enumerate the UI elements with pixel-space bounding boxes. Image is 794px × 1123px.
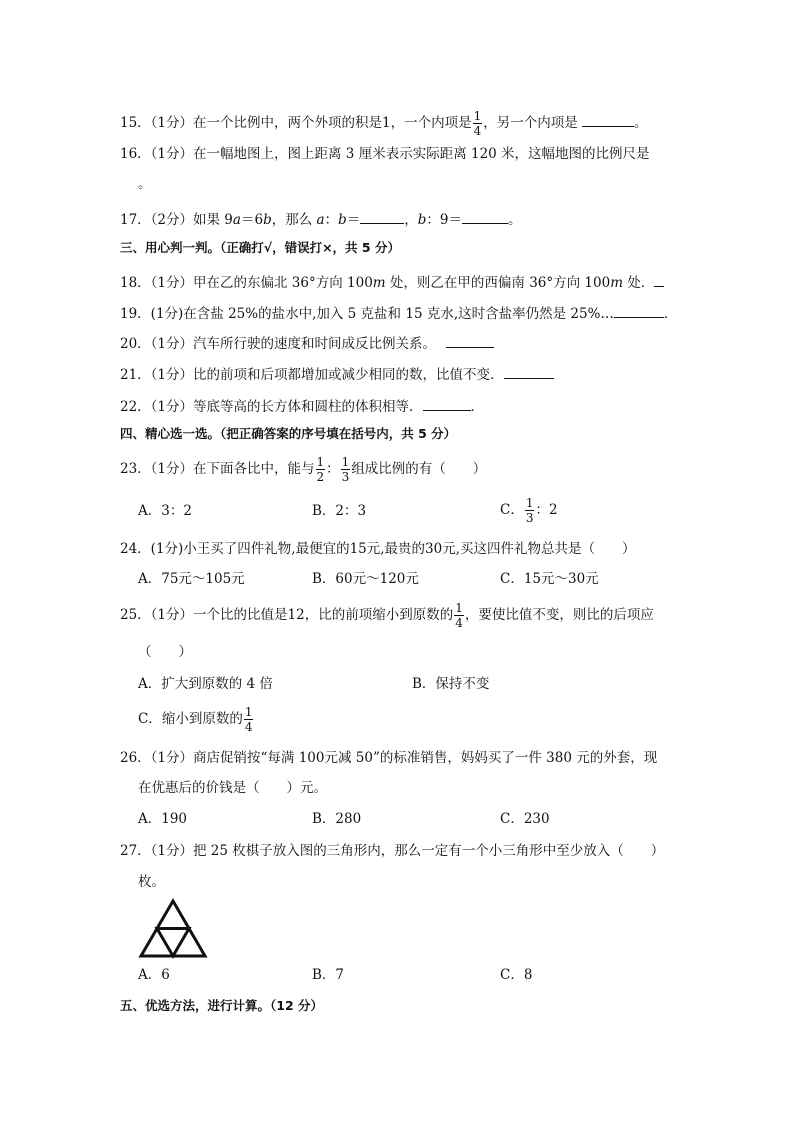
q15-end: 。 [634,115,648,131]
option-label: C． [500,502,524,518]
q17-text: ＝ [346,212,361,228]
q23-fraction-1 [316,456,326,483]
var-b: b [263,212,272,228]
triangle-figure [138,898,208,960]
q18-text: 18．（1分）甲在乙的东偏北 36°方向 100 [120,275,373,291]
q26-option-b[interactable]: B．280 [312,811,362,827]
question-16: 16．（1分）在一幅地图上，图上距离 3 厘米表示实际距离 120 米，这幅地图的比例尺是 [120,146,650,162]
question-15 [120,110,648,137]
fraction-denominator: 4 [455,616,463,630]
fraction-denominator: 2 [316,470,325,484]
section-3-title: 三、用心判一判。（正确打√，错误打×，共 5 分） [120,240,400,255]
answer-blank[interactable] [654,274,664,287]
ratio-colon: ： [326,461,340,477]
fraction-numerator: 1 [244,705,253,719]
q25-fraction [454,602,464,629]
q25-text: ，要使比值不变，则比的后项应 [464,607,654,623]
question-19 [120,305,677,322]
fraction-denominator: 4 [244,720,253,734]
q17-text: 17．（2分）如果 9 [120,212,233,228]
var-b: b [417,212,427,228]
fraction-numerator: 1 [316,455,325,469]
answer-blank[interactable] [446,335,494,348]
question-16-line2: 。 [138,176,152,192]
question-25 [120,602,654,629]
answer-blank[interactable] [423,398,471,411]
q27-option-b[interactable]: B．7 [312,967,345,983]
fraction-numerator: 1 [525,496,534,510]
option-text: ：2 [535,502,558,518]
answer-blank[interactable] [582,114,634,127]
q17-text: ＝6 [240,212,264,228]
unit-m: m [372,275,386,291]
question-20 [120,335,494,352]
unit-m: m [610,275,623,291]
q26-option-a[interactable]: A．190 [138,811,188,827]
question-26: 26．（1分）商店促销按“每满 100元减 50”的标准销售，妈妈买了一件 380 元的外套，现 [120,750,658,766]
question-27-line2: 枚。 [138,874,165,890]
q27-option-a[interactable]: A．6 [138,967,170,983]
q19-end: ． [663,306,678,322]
var-b: b [338,212,347,228]
question-18 [120,274,664,291]
q23-option-b[interactable]: B．2：3 [312,503,367,519]
fraction-numerator: 1 [341,455,350,469]
q23-fraction-2 [341,456,351,483]
answer-blank[interactable] [504,366,554,379]
answer-blank[interactable] [360,211,404,224]
q23-option-c[interactable] [500,497,558,524]
question-17 [120,211,521,228]
fraction-numerator: 1 [473,109,482,123]
q27-option-c[interactable]: C．8 [500,967,533,983]
q25-option-b[interactable]: B．保持不变 [412,676,490,692]
question-24: 24．(1分)小王买了四件礼物,最便宜的15元,最贵的30元,买这四件礼物总共是（ ） [120,541,636,557]
question-22 [120,398,484,415]
question-26-line2: 在优惠后的价钱是（ ）元。 [138,780,327,796]
q23-text: 23．（1分）在下面各比中，能与 [120,461,315,477]
q26-option-c[interactable]: C．230 [500,811,550,827]
q17-text: ：9＝ [426,212,462,228]
answer-blank[interactable] [614,305,664,318]
q22-end: ． [470,399,485,415]
option-text: C．缩小到原数的 [138,711,243,727]
q15-text: 15．（1分）在一个比例中，两个外项的积是1，一个内项是 [120,115,472,131]
q25-option-a[interactable]: A．扩大到原数的 4 倍 [138,676,273,692]
q18-text: 处． [623,275,655,291]
q25-option-c-fraction [244,706,254,733]
section-5-title: 五、优选方法，进行计算。（12 分） [120,998,323,1013]
q20-text: 20．（1分）汽车所行驶的速度和时间成反比例关系。 [120,336,437,352]
var-a: a [316,212,325,228]
q25-option-c[interactable] [138,706,254,733]
q25-text: 25．（1分）一个比的比值是12，比的前项缩小到原数的 [120,607,454,623]
q23-option-c-fraction [525,497,535,524]
q24-option-b[interactable]: B．60元～120元 [312,571,419,587]
q17-text: ： [324,212,339,228]
section-4-title: 四、精心选一选。（把正确答案的序号填在括号内，共 5 分） [120,426,457,441]
fraction-denominator: 4 [473,124,482,138]
q22-text: 22．（1分）等底等高的长方体和圆柱的体积相等． [120,399,423,415]
q23-text: 组成比例的有（ ） [351,461,487,477]
answer-blank[interactable] [462,211,508,224]
q24-option-c[interactable]: C．15元～30元 [500,571,599,587]
fraction-denominator: 3 [525,511,534,525]
q21-text: 21．（1分）比的前项和后项都增加或减少相同的数，比值不变． [120,367,504,383]
q19-text: 19．(1分)在含盐 25%的盐水中,加入 5 克盐和 15 克水,这时含盐率仍然是 25%… [120,306,614,322]
question-25-line2: （ ） [138,644,192,660]
question-21 [120,366,554,383]
var-a: a [232,212,241,228]
q17-text: ， [404,212,418,228]
q24-option-a[interactable]: A．75元～105元 [138,571,245,587]
q18-text: 处，则乙在甲的西偏南 36°方向 100 [385,275,611,291]
fraction-numerator: 1 [455,601,463,615]
question-27: 27．（1分）把 25 枚棋子放入图的三角形内，那么一定有一个小三角形中至少放入（ ） [120,843,665,859]
q15-fraction [473,110,483,137]
question-23 [120,456,486,483]
fraction-denominator: 3 [341,470,350,484]
q17-text: ，那么 [271,212,317,228]
q15-text-b: ，另一个内项是 [483,115,583,131]
inner-triangle [157,929,189,957]
q23-option-a[interactable]: A．3：2 [138,503,192,519]
q17-end: 。 [507,212,522,228]
